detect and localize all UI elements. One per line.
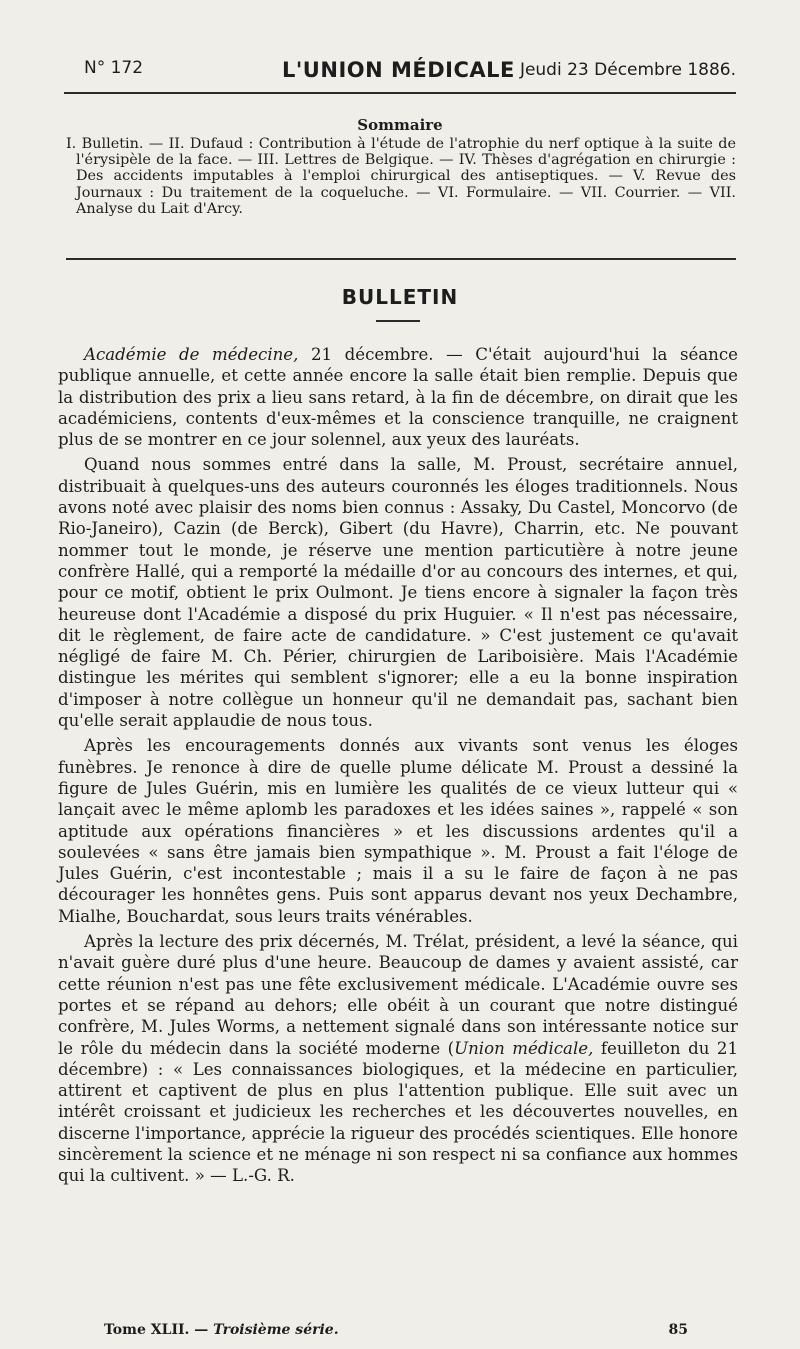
tome-label [104,1322,339,1338]
paragraph-3: Après les encouragements donnés aux vivants sont venus les éloges funèbres. Je renonce à dire de quelle plume délicate M. Proust a dessiné la figure de Jules Guérin, mis en lumière les qualités de ce vieux lutteur qui « lançait avec le même aplomb les paradoxes et les idées saines », rappelé « son aptitude aux opérations financières » et les discussions ardentes qu'il a soulevées « sans être jamais bien sympathique ». M. Proust a fait l'éloge de Jules Guérin, c'est incontestable ; mais il a su le faire de façon à ne pas décourager les honnêtes gens. Puis sont apparus devant nos yeux Dechambre, Mialhe, Bouchardat, sous leurs traits vénérables. [58,736,738,926]
paragraph-4 [58,931,738,1187]
sommaire-text: I. Bulletin. — II. Dufaud : Contribution à l'étude de l'atrophie du nerf optique à la suite de l'érysipèle de la face. — III. Lettres de Belgique. — IV. Thèses d'agrégation en chirurgie : Des accidents imputables à l'emploi chirurgical des antiseptiques. — V. Revue des Journaux : Du traitement de la coqueluche. — VI. Formulaire. — VII. Courrier. — VII. Analyse du Lait d'Arcy. [66,136,736,217]
header-rule [64,92,736,94]
tome-text: Tome XLII. — [104,1322,214,1338]
bulletin-underline [376,320,420,322]
paragraph-2: Quand nous sommes entré dans la salle, M. Proust, secrétaire annuel, distribuait à quelques-uns des auteurs couronnés les éloges traditionnels. Nous avons noté avec plaisir des noms bien connus : Assaky, Du Castel, Moncorvo (de Rio-Janeiro), Cazin (de Berck), Gibert (du Havre), Charrin, etc. Ne pouvant nommer tout le monde, je réserve une mention particutière à notre jeune confrère Hallé, qui a remporté la médaille d'or au concours des internes, et qui, pour ce motif, obtient le prix Oulmont. Je tiens encore à signaler la façon très heureuse dont l'Académie a disposé du prix Huguier. « Il n'est pas nécessaire, dit le règlement, de faire acte de candidature. » C'est justement ce qu'avait négligé de faire M. Ch. Périer, chirurgien de Lariboisière. Mais l'Académie distingue les mérites qui semblent s'ignorer; elle a eu la bonne inspiration d'imposer à notre collègue un honneur qu'il ne demandait pas, sachant bien qu'elle serait applaudie de nous tous. [58,455,738,731]
page-number: 85 [668,1322,688,1338]
issue-date: Jeudi 23 Décembre 1886. [519,60,736,80]
sommaire-title: Sommaire [357,116,443,134]
lead-italic: Académie de médecine, [84,345,299,364]
paragraph-1 [58,344,738,450]
p4-italic: Union médicale, [454,1038,594,1058]
journal-title: L'UNION MÉDICALE [282,58,515,82]
article-body [58,344,738,1187]
page-header [84,58,736,88]
section-rule [66,258,736,260]
issue-number: N° 172 [84,58,144,78]
lead-text: 21 décembre. — C'était aujourd'hui la séance publique annuelle, et cette année encore la salle était bien remplie. Depuis que la distribution des prix a lieu sans retard, à la fin de décembre, on dirait que les académiciens, contents d'eux-mêmes et la conscience tranquille, ne craignent plus de se montrer en ce jour solennel, aux yeux des lauréats. [58,345,738,450]
bulletin-title: BULLETIN [341,285,459,309]
page-footer [104,1322,688,1342]
serie-text: Troisième série. [213,1322,339,1338]
p4-text-b: feuilleton du 21 décembre) : « Les connaissances biologiques, et la médecine en particulier, attirent et captivent de plus en plus l'attention publique. Elle suit avec un intérêt croissant et judicieux les recherches et les découvertes nouvelles, en discerne l'importance, apprécie la rigueur des procédés scientiques. Elle honore sincèrement la science et ne ménage ni son respect ni sa confiance aux hommes qui la cultivent. » — L.-G. R. [58,1038,738,1186]
p4-text-a: Après la lecture des prix décernés, M. Trélat, président, a levé la séance, qui n'avait guère duré plus d'une heure. Beaucoup de dames y avaient assisté, car cette réunion n'est pas une fête exclusivement médicale. L'Académie ouvre ses portes et se répand au dehors; elle obéit à un courant que notre distingué confrère, M. Jules Worms, a nettement signalé dans son intéressante notice sur le rôle du médecin dans la société moderne ( [58,932,738,1058]
